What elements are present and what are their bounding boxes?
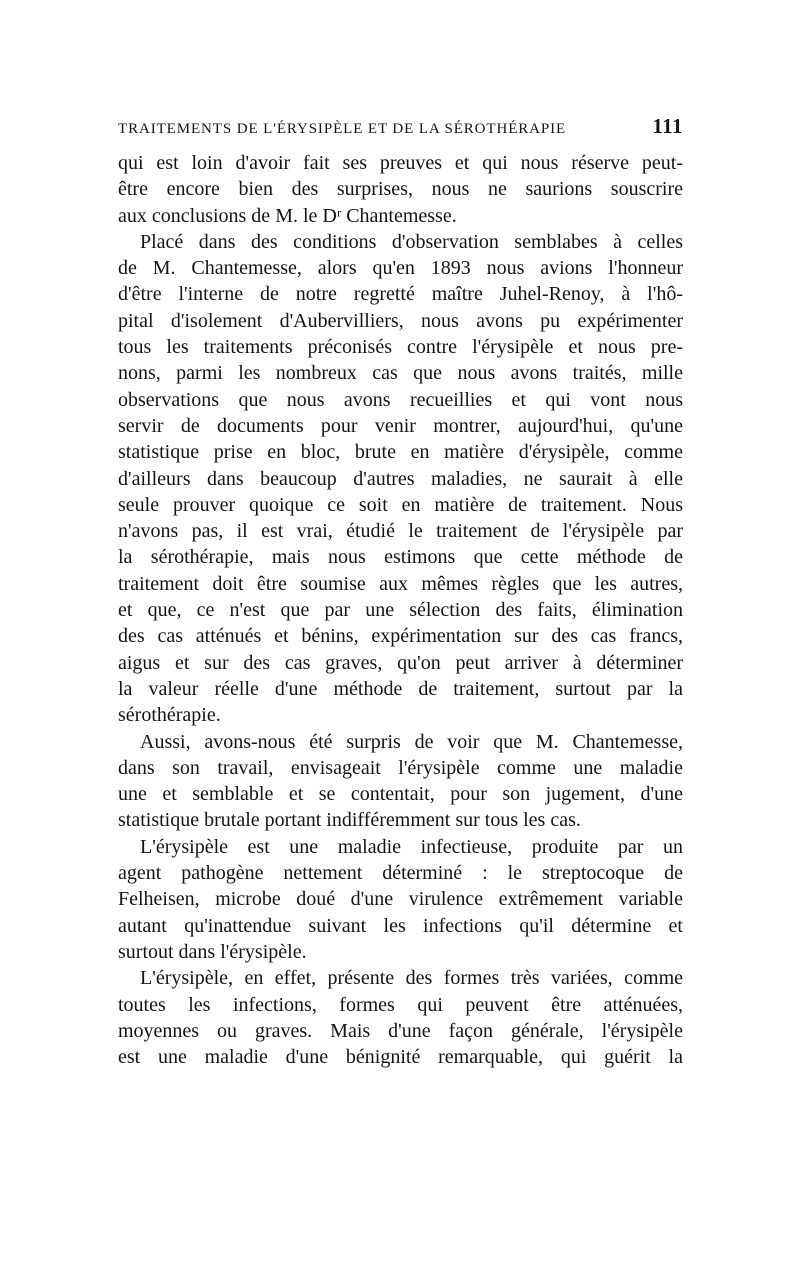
text-line: la valeur réelle d'une méthode de traitement, surtout par la [118, 677, 683, 700]
text-line: être encore bien des surprises, nous ne saurions souscrire [118, 178, 683, 201]
text-line: aux conclusions de M. le Dʳ Chantemesse. [118, 204, 457, 227]
text-line: la sérothérapie, mais nous estimons que cette méthode de [118, 546, 683, 569]
text-line: surtout dans l'érysipèle. [118, 940, 307, 963]
text-line: Placé dans des conditions d'observation semblabes à celles [140, 230, 683, 253]
text-line: n'avons pas, il est vrai, étudié le traitement de l'érysipèle par [118, 520, 683, 543]
page-number: 111 [652, 114, 683, 138]
text-line: observations que nous avons recueillies et qui vont nous [118, 388, 683, 411]
text-line: Aussi, avons-nous été surpris de voir que M. Chantemesse, [140, 730, 683, 753]
text-line: L'érysipèle, en effet, présente des formes très variées, comme [140, 967, 683, 990]
text-line: qui est loin d'avoir fait ses preuves et qui nous réserve peut- [118, 152, 683, 174]
text-line: des cas atténués et bénins, expérimentation sur des cas francs, [118, 625, 683, 648]
text-line: aigus et sur des cas graves, qu'on peut arriver à déterminer [118, 651, 683, 674]
text-line: d'être l'interne de notre regretté maître Juhel-Renoy, à l'hô- [118, 283, 683, 306]
text-line: autant qu'inattendue suivant les infections qu'il détermine et [118, 914, 683, 937]
text-line: sérothérapie. [118, 704, 221, 727]
text-line: dans son travail, envisageait l'érysipèle comme une maladie [118, 756, 683, 779]
text-line: de M. Chantemesse, alors qu'en 1893 nous avions l'honneur [118, 257, 683, 280]
text-line: est une maladie d'une bénignité remarquable, qui guérit la [118, 1046, 683, 1069]
text-line: moyennes ou graves. Mais d'une façon générale, l'érysipèle [118, 1019, 683, 1042]
text-line: et que, ce n'est que par une sélection des faits, élimination [118, 599, 683, 622]
text-line: agent pathogène nettement déterminé : le streptocoque de [118, 862, 683, 885]
text-line: pital d'isolement d'Aubervilliers, nous avons pu expérimenter [118, 309, 683, 332]
text-line: toutes les infections, formes qui peuvent être atténuées, [118, 993, 683, 1016]
body-text [118, 150, 683, 1070]
text-line: seule prouver quoique ce soit en matière de traitement. Nous [118, 493, 683, 516]
text-line: statistique prise en bloc, brute en matière d'érysipèle, comme [118, 441, 683, 464]
text-line: Felheisen, microbe doué d'une virulence extrêmement variable [118, 888, 683, 911]
text-line: statistique brutale portant indifféremment sur tous les cas. [118, 809, 581, 832]
text-line: servir de documents pour venir montrer, aujourd'hui, qu'une [118, 414, 683, 437]
running-title: TRAITEMENTS DE L'ÉRYSIPÈLE ET DE LA SÉROTHÉRAPIE [118, 121, 567, 137]
text-line: tous les traitements préconisés contre l'érysipèle et nous pre- [118, 336, 683, 359]
text-line: L'érysipèle est une maladie infectieuse, produite par un [140, 835, 683, 858]
text-line: traitement doit être soumise aux mêmes règles que les autres, [118, 572, 683, 595]
running-header [118, 114, 683, 144]
text-line: une et semblable et se contentait, pour son jugement, d'une [118, 783, 683, 806]
text-line: d'ailleurs dans beaucoup d'autres maladies, ne saurait à elle [118, 467, 683, 490]
text-line: nons, parmi les nombreux cas que nous avons traités, mille [118, 362, 683, 385]
